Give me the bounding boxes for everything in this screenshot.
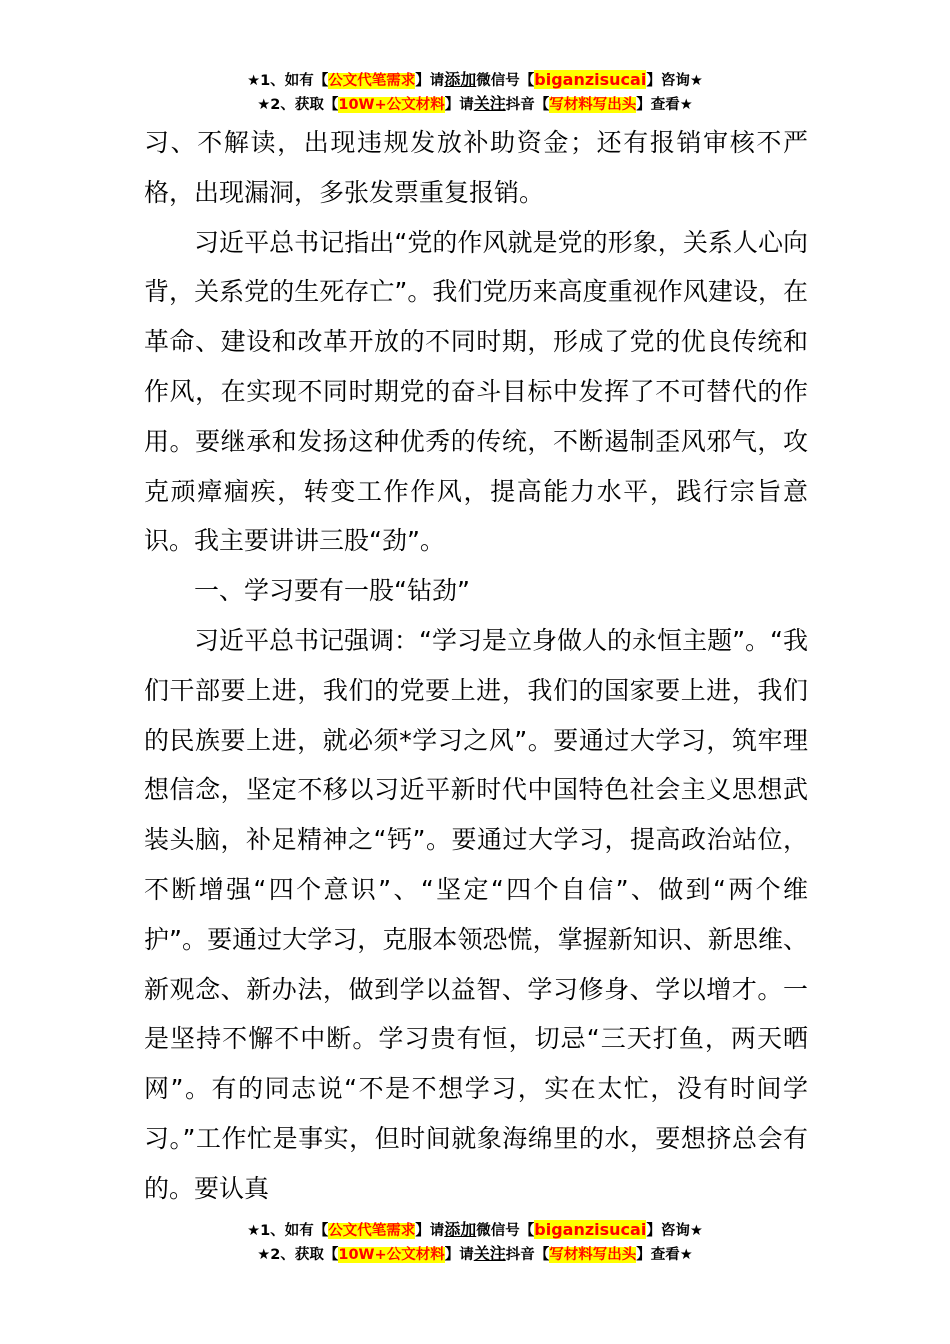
section-heading: 一、学习要有一股“钻劲”: [194, 576, 470, 606]
header-line-2: ★2、获取【10W+公文材料】请关注抖音【写材料写出头】查看★: [257, 94, 693, 113]
highlight-service: 公文代笔需求: [328, 73, 416, 89]
paragraph-continuation: 习、不解读，出现违规发放补助资金；还有报销审核不严格，出现漏洞，多张发票重复报销。: [144, 128, 808, 207]
document-body: [144, 118, 808, 1214]
footer-banner: [0, 1218, 950, 1266]
highlight-materials: 10W+公文材料: [338, 1247, 445, 1263]
paragraph-study: 习近平总书记强调：“学习是立身做人的永恒主题”。“我们干部要上进，我们的党要上进，我们的国家要上进，我们的民族要上进，就必须*学习之风”。要通过大学习，筑牢理想信念，坚定不移以习近平新时代中国特色社会主义思想武装头脑，补足精神之“钙”。要通过大学习，提高政治站位，不断增强“四个意识”、“坚定“四个自信”、做到“两个维护”。要通过大学习，克服本领恐慌，掌握新知识、新思维、新观念、新办法，做到学以益智、学习修身、学以增才。一是坚持不懈不中断。学习贵有恒，切忌“三天打鱼，两天晒网”。有的同志说“不是不想学习，实在太忙，没有时间学习。”工作忙是事实，但时间就象海绵里的水，要想挤总会有的。要认真: [144, 625, 808, 1203]
footer-line-2: ★2、获取【10W+公文材料】请关注抖音【写材料写出头】查看★: [257, 1244, 693, 1263]
highlight-wechat-id: biganzisucai: [534, 1220, 647, 1239]
highlight-materials: 10W+公文材料: [338, 97, 445, 113]
highlight-douyin: 写材料写出头: [549, 97, 637, 113]
footer-line-1: ★1、如有【公文代笔需求】请添加微信号【biganzisucai】咨询★: [247, 1220, 703, 1239]
highlight-service: 公文代笔需求: [328, 1223, 416, 1239]
header-line-1: ★1、如有【公文代笔需求】请添加微信号【biganzisucai】咨询★: [247, 70, 703, 89]
highlight-wechat-id: biganzisucai: [534, 70, 647, 89]
paragraph-style: 习近平总书记指出“党的作风就是党的形象，关系人心向背，关系党的生死存亡”。我们党历来高度重视作风建设，在革命、建设和改革开放的不同时期，形成了党的优良传统和作风，在实现不同时期党的奋斗目标中发挥了不可替代的作用。要继承和发扬这种优秀的传统，不断遏制歪风邪气，攻克顽瘴痼疾，转变工作作风，提高能力水平，践行宗旨意识。我主要讲讲三股“劲”。: [144, 227, 808, 556]
header-banner: [0, 68, 950, 116]
highlight-douyin: 写材料写出头: [549, 1247, 637, 1263]
